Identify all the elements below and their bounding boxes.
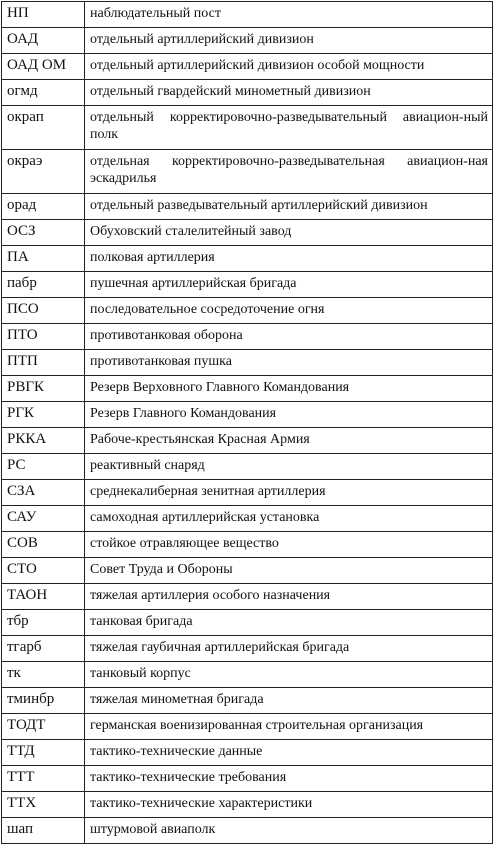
abbreviation-meaning: танковый корпус — [85, 662, 493, 688]
abbreviation-meaning: среднекалиберная зенитная артиллерия — [85, 480, 493, 506]
table-row — [2, 402, 493, 428]
abbreviation-code: ПТО — [2, 324, 85, 350]
abbreviation-code: тбр — [2, 610, 85, 636]
abbreviation-meaning: наблюдательный пост — [85, 2, 493, 28]
abbreviation-meaning: тактико-технические данные — [85, 740, 493, 766]
abbreviation-meaning: отдельный артиллерийский дивизион особой мощности — [85, 54, 493, 80]
table-row — [2, 272, 493, 298]
abbreviation-code: окраэ — [2, 150, 85, 194]
abbreviation-meaning: отдельная корректировочно-разведывательная авиацион-ная эскадрилья — [85, 150, 493, 194]
abbreviation-meaning: Рабоче-крестьянская Красная Армия — [85, 428, 493, 454]
table-row — [2, 28, 493, 54]
abbreviation-code: ТТТ — [2, 766, 85, 792]
abbreviation-meaning: тактико-технические требования — [85, 766, 493, 792]
abbreviation-code: ТОДТ — [2, 714, 85, 740]
table-row — [2, 766, 493, 792]
abbreviation-meaning: тяжелая артиллерия особого назначения — [85, 584, 493, 610]
table-row — [2, 532, 493, 558]
abbreviation-meaning: противотанковая пушка — [85, 350, 493, 376]
abbreviation-code: тк — [2, 662, 85, 688]
abbreviation-code: ТТХ — [2, 792, 85, 818]
abbreviation-meaning: Резерв Верховного Главного Командования — [85, 376, 493, 402]
abbreviation-meaning: реактивный снаряд — [85, 454, 493, 480]
abbreviation-code: ОАД — [2, 28, 85, 54]
abbreviation-code: ПА — [2, 246, 85, 272]
abbreviation-code: НП — [2, 2, 85, 28]
table-row — [2, 610, 493, 636]
abbreviation-meaning: отдельный корректировочно-разведывательный авиацион-ный полк — [85, 106, 493, 150]
abbreviation-code: шап — [2, 818, 85, 844]
abbreviation-code: ТАОН — [2, 584, 85, 610]
table-row — [2, 324, 493, 350]
table-row — [2, 194, 493, 220]
table-row — [2, 80, 493, 106]
abbreviation-meaning: германская военизированная строительная организация — [85, 714, 493, 740]
abbreviation-meaning: штурмовой авиаполк — [85, 818, 493, 844]
abbreviation-code: ПТП — [2, 350, 85, 376]
abbreviation-meaning: тактико-технические характеристики — [85, 792, 493, 818]
abbreviation-code: тгарб — [2, 636, 85, 662]
abbreviation-meaning: противотанковая оборона — [85, 324, 493, 350]
abbreviation-meaning: тяжелая минометная бригада — [85, 688, 493, 714]
table-row — [2, 350, 493, 376]
abbreviation-meaning: пушечная артиллерийская бригада — [85, 272, 493, 298]
abbreviation-code: огмд — [2, 80, 85, 106]
table-row — [2, 662, 493, 688]
abbreviation-meaning: отдельный разведывательный артиллерийский дивизион — [85, 194, 493, 220]
abbreviations-table — [1, 1, 493, 844]
abbreviations-table-body — [2, 2, 493, 844]
table-row — [2, 792, 493, 818]
abbreviation-code: ОСЗ — [2, 220, 85, 246]
table-row — [2, 740, 493, 766]
abbreviation-meaning: отдельный гвардейский минометный дивизион — [85, 80, 493, 106]
table-row — [2, 298, 493, 324]
abbreviation-meaning: последовательное сосредоточение огня — [85, 298, 493, 324]
abbreviation-meaning: отдельный артиллерийский дивизион — [85, 28, 493, 54]
table-row — [2, 220, 493, 246]
abbreviation-code: окрап — [2, 106, 85, 150]
abbreviation-meaning: стойкое отравляющее вещество — [85, 532, 493, 558]
table-row — [2, 106, 493, 150]
table-row — [2, 636, 493, 662]
table-row — [2, 54, 493, 80]
abbreviation-code: РККА — [2, 428, 85, 454]
table-row — [2, 506, 493, 532]
abbreviation-code: РВГК — [2, 376, 85, 402]
abbreviation-code: ТТД — [2, 740, 85, 766]
abbreviation-code: ОАД ОМ — [2, 54, 85, 80]
table-row — [2, 246, 493, 272]
abbreviation-code: орад — [2, 194, 85, 220]
abbreviation-code: СОВ — [2, 532, 85, 558]
abbreviation-meaning: тяжелая гаубичная артиллерийская бригада — [85, 636, 493, 662]
abbreviation-code: РГК — [2, 402, 85, 428]
abbreviation-code: СТО — [2, 558, 85, 584]
table-row — [2, 428, 493, 454]
abbreviation-code: СЗА — [2, 480, 85, 506]
table-row — [2, 2, 493, 28]
table-row — [2, 376, 493, 402]
abbreviation-code: САУ — [2, 506, 85, 532]
abbreviation-meaning: Совет Труда и Обороны — [85, 558, 493, 584]
abbreviation-meaning: Обуховский сталелитейный завод — [85, 220, 493, 246]
table-row — [2, 454, 493, 480]
abbreviation-meaning: Резерв Главного Командования — [85, 402, 493, 428]
abbreviation-code: пабр — [2, 272, 85, 298]
table-row — [2, 480, 493, 506]
abbreviation-code: тминбр — [2, 688, 85, 714]
table-row — [2, 584, 493, 610]
abbreviation-code: ПСО — [2, 298, 85, 324]
abbreviation-code: РС — [2, 454, 85, 480]
table-row — [2, 150, 493, 194]
abbreviation-meaning: танковая бригада — [85, 610, 493, 636]
abbreviation-meaning: полковая артиллерия — [85, 246, 493, 272]
table-row — [2, 818, 493, 844]
abbreviation-meaning: самоходная артиллерийская установка — [85, 506, 493, 532]
table-row — [2, 688, 493, 714]
table-row — [2, 558, 493, 584]
table-row — [2, 714, 493, 740]
